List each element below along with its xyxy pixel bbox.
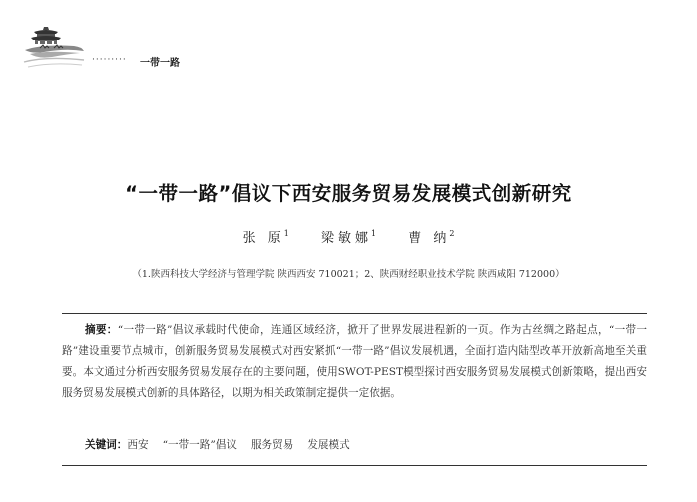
abstract-paragraph xyxy=(62,320,647,404)
author-3-name: 曹 纳 xyxy=(408,231,451,246)
author-1-affiliation-mark: 1 xyxy=(283,229,289,238)
affiliation-line: （1.陕西科技大学经济与管理学院 陕西西安 710021；2、陕西财经职业技术学院 陕西咸阳 712000） xyxy=(132,269,565,280)
header-dots: ········· xyxy=(92,55,127,65)
keywords-line xyxy=(85,437,364,452)
abstract-text: “一带一路”倡议承载时代使命，连通区域经济，掀开了世界发展进程新的一页。作为古丝绸之路起点，“一带一路”建设重要节点城市，创新服务贸易发展模式对西安紧抓“一带一路”倡议发展机遇，全面打造内陆型改革开放新高地至关重要。本文通过分析西安服务贸易发展存在的主要问题，使用SWOT-PEST模型探讨西安服务贸易发展模式创新策略，提出西安服务贸易发展模式创新的具体路径，以期为相关政策制定提供一定依据。 xyxy=(62,324,648,399)
keyword-4: 发展模式 xyxy=(307,439,350,451)
abstract-bottom-rule xyxy=(62,465,647,466)
author-2 xyxy=(321,227,376,246)
author-list xyxy=(0,227,697,246)
abstract-top-rule xyxy=(62,313,647,314)
abstract-label: 摘要： xyxy=(85,324,118,336)
author-3-affiliation-mark: 2 xyxy=(449,229,455,238)
author-2-affiliation-mark: 1 xyxy=(370,229,377,238)
keywords-label: 关键词： xyxy=(85,439,128,451)
author-3 xyxy=(408,227,454,246)
author-1-name: 张 原 xyxy=(242,231,285,246)
keyword-1: 西安 xyxy=(127,439,149,451)
running-header xyxy=(22,24,282,74)
pagoda-logo-icon xyxy=(22,24,86,72)
header-label: 一带一路 xyxy=(140,58,180,69)
keyword-2: “一带一路”倡议 xyxy=(162,439,237,451)
paper-title: “一带一路”倡议下西安服务贸易发展模式创新研究 xyxy=(125,182,572,205)
author-2-name: 梁敏娜 xyxy=(320,231,372,246)
keyword-3: 服务贸易 xyxy=(250,439,294,451)
author-1 xyxy=(243,227,289,246)
